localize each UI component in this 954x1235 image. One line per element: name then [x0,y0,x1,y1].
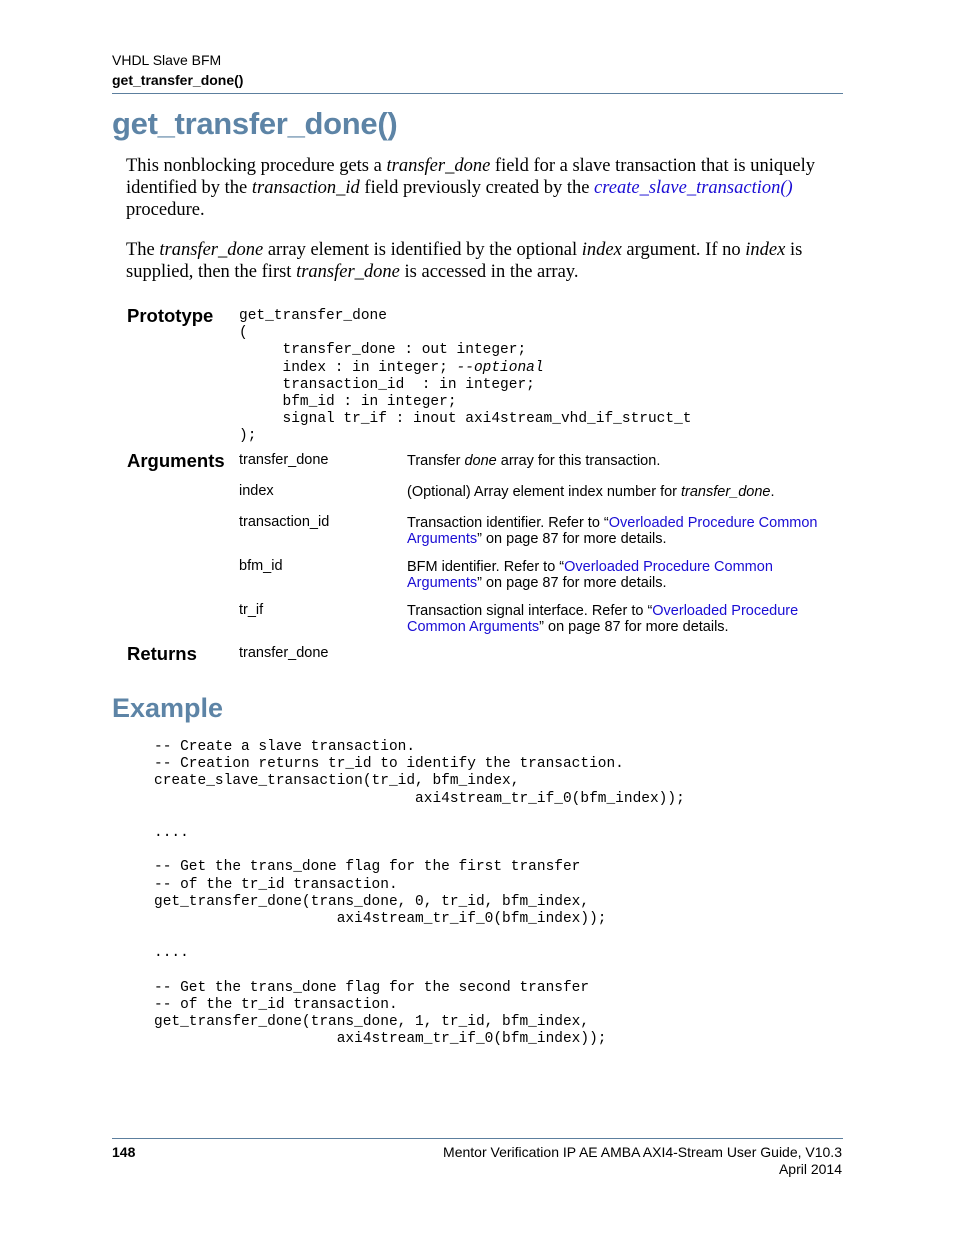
page-title: get_transfer_done() [112,106,398,141]
returns-label: Returns [127,643,197,664]
argument-description: Transaction identifier. Refer to “Overloaded Procedure Common Arguments” on page 87 for more details. [407,515,818,547]
argument-name: bfm_id [239,558,283,574]
example-code: -- Create a slave transaction. -- Creation returns tr_id to identify the transaction. create_slave_transaction(tr_id, bfm_index, axi4stream_tr_if_0(bfm_index)); .... -- Get the trans_done flag for the first transfer -- of the tr_id transaction. get_transfer_done(trans_done, 0, tr_id, bfm_index, axi4stream_tr_if_0(bfm_index)); .... -- Get the trans_done flag for the second transfer -- of the tr_id transaction. get_transfer_done(trans_done, 1, tr_id, bfm_index, axi4stream_tr_if_0(bfm_index)); [154,739,685,1048]
returns-value: transfer_done [239,645,329,661]
footer-doc-title: Mentor Verification IP AE AMBA AXI4-Stream User Guide, V10.3 [443,1144,842,1160]
header-divider [112,93,843,94]
overloaded-procedure-link[interactable]: Overloaded Procedure Common Arguments [407,559,773,591]
argument-description: Transfer done array for this transaction. [407,453,661,469]
prototype-code: get_transfer_done ( transfer_done : out integer; index : in integer; --optional transaction_id : in integer; bfm_id : in integer; signal tr_if : inout axi4stream_vhd_if_struct_t ); [239,308,692,445]
arguments-label: Arguments [127,450,225,471]
example-heading: Example [112,693,224,723]
running-header-section: VHDL Slave BFM [112,52,222,68]
argument-description: Transaction signal interface. Refer to “Overloaded Procedure Common Arguments” on page 87 for more details. [407,603,799,635]
argument-name: tr_if [239,602,264,618]
page-number: 148 [112,1144,136,1160]
overloaded-procedure-link[interactable]: Overloaded Procedure Common Arguments [407,603,799,635]
intro-paragraph-1: This nonblocking procedure gets a transfer_done field for a slave transaction that is uniquely identified by the transaction_id field previously created by the create_slave_transaction() procedure. [126,156,815,220]
prototype-label: Prototype [127,305,214,326]
argument-description: (Optional) Array element index number for transfer_done. [407,484,775,500]
create-slave-transaction-link[interactable]: create_slave_transaction() [594,178,793,198]
footer-divider [112,1138,843,1139]
footer-date: April 2014 [778,1161,842,1177]
intro-paragraph-2: The transfer_done array element is identified by the optional index argument. If no index is supplied, then the first transfer_done is accessed in the array. [126,240,803,282]
overloaded-procedure-link[interactable]: Overloaded Procedure Common Arguments [407,515,818,547]
running-header-subsection: get_transfer_done() [112,72,244,88]
argument-name: index [239,483,274,499]
argument-name: transaction_id [239,514,330,530]
argument-name: transfer_done [239,452,329,468]
argument-description: BFM identifier. Refer to “Overloaded Procedure Common Arguments” on page 87 for more details. [407,559,773,591]
